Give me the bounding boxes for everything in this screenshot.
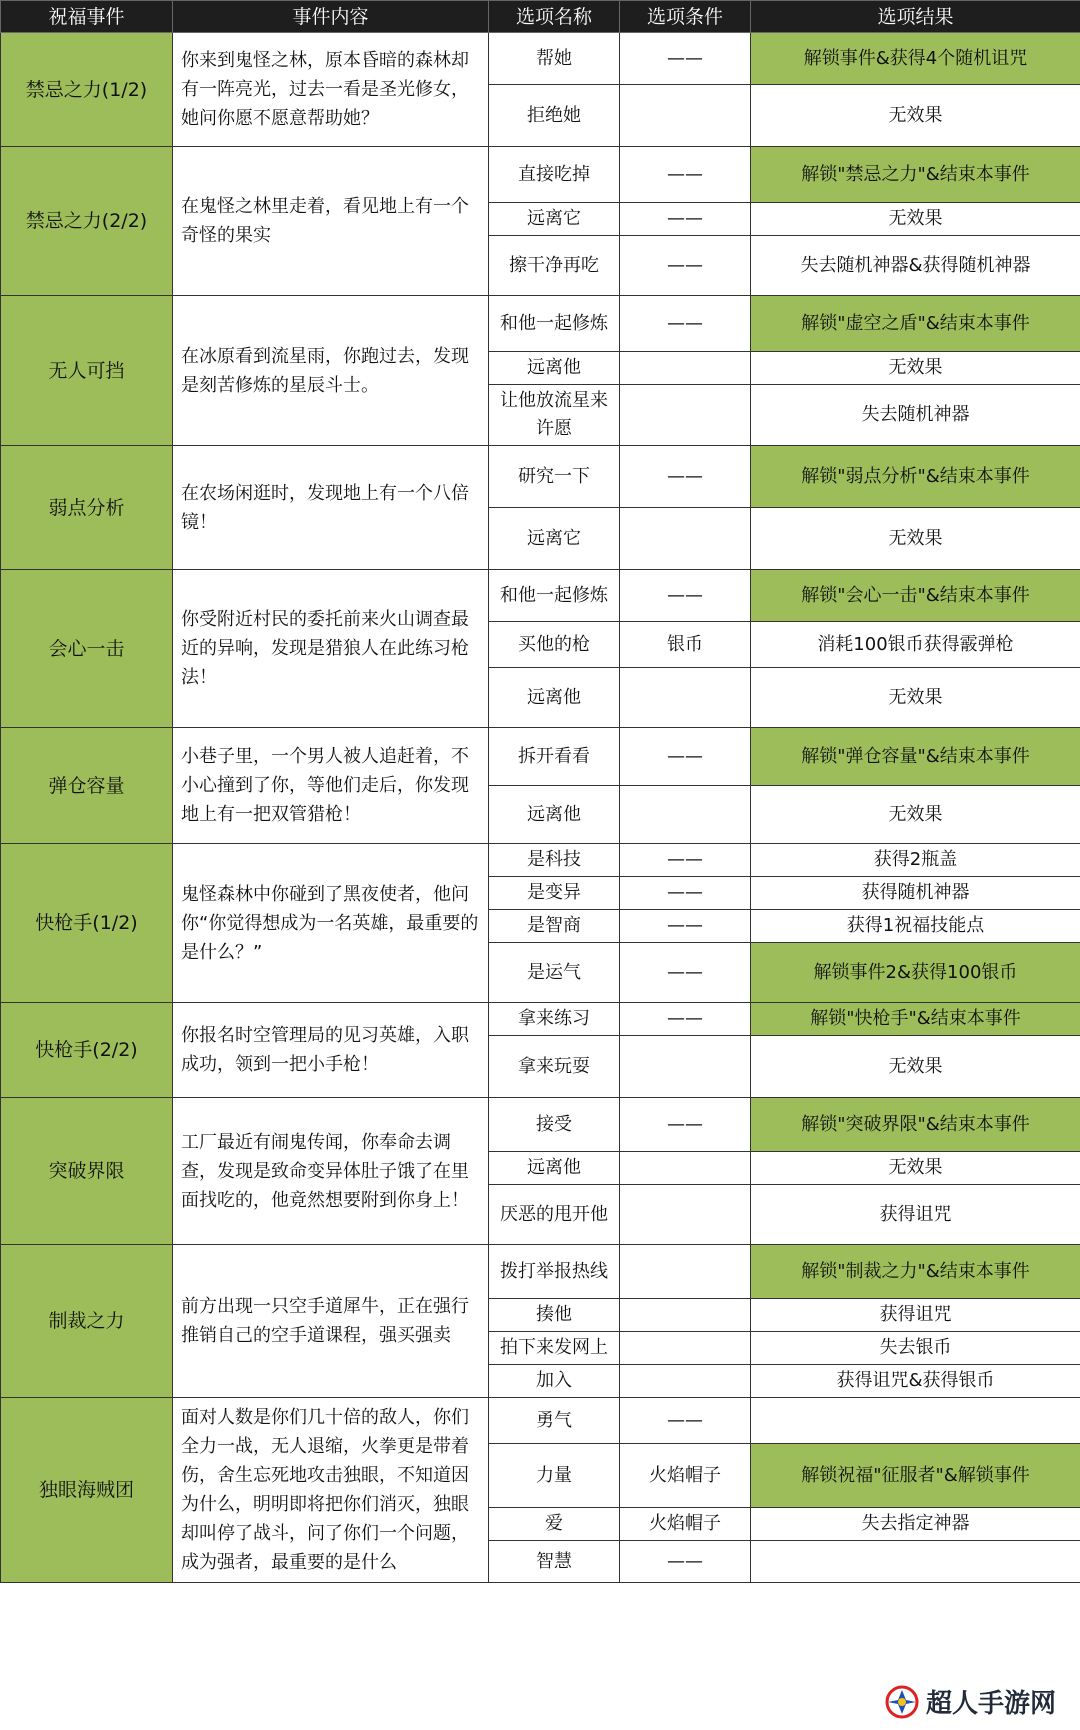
option-result-cell: 解锁"弱点分析"&结束本事件 xyxy=(751,446,1080,508)
watermark-text: 超人手游网 xyxy=(925,1689,1056,1719)
table-row xyxy=(1,1245,1080,1299)
table-row xyxy=(1,296,1080,352)
event-name-cell: 弹仓容量 xyxy=(1,728,173,844)
option-result-cell: 解锁"突破界限"&结束本事件 xyxy=(751,1098,1080,1152)
option-result-cell: 解锁"制裁之力"&结束本事件 xyxy=(751,1245,1080,1299)
event-name-cell: 快枪手(2/2) xyxy=(1,1003,173,1098)
option-condition-cell: —— xyxy=(620,296,751,352)
option-name-cell: 是智商 xyxy=(489,910,620,943)
option-condition-cell xyxy=(620,1036,751,1098)
option-name-cell: 拿来玩耍 xyxy=(489,1036,620,1098)
option-result-cell: 解锁"快枪手"&结束本事件 xyxy=(751,1003,1080,1036)
table-row xyxy=(1,147,1080,203)
option-condition-cell: —— xyxy=(620,844,751,877)
option-name-cell: 拒绝她 xyxy=(489,85,620,147)
option-condition-cell: —— xyxy=(620,570,751,622)
site-watermark xyxy=(878,1681,1062,1722)
option-result-cell: 无效果 xyxy=(751,668,1080,728)
option-result-cell: 失去银币 xyxy=(751,1332,1080,1365)
option-condition-cell: —— xyxy=(620,728,751,786)
option-name-cell: 是变异 xyxy=(489,877,620,910)
option-condition-cell: —— xyxy=(620,1541,751,1583)
option-name-cell: 勇气 xyxy=(489,1398,620,1444)
event-name-cell: 弱点分析 xyxy=(1,446,173,570)
option-condition-cell: —— xyxy=(620,446,751,508)
table-row xyxy=(1,844,1080,877)
table-row xyxy=(1,1003,1080,1036)
option-condition-cell: —— xyxy=(620,1098,751,1152)
option-condition-cell xyxy=(620,85,751,147)
option-condition-cell xyxy=(620,385,751,446)
option-condition-cell: —— xyxy=(620,1003,751,1036)
option-name-cell: 拿来练习 xyxy=(489,1003,620,1036)
option-result-cell: 获得2瓶盖 xyxy=(751,844,1080,877)
option-name-cell: 远离他 xyxy=(489,1152,620,1185)
option-condition-cell: —— xyxy=(620,236,751,296)
option-name-cell: 远离它 xyxy=(489,203,620,236)
option-condition-cell xyxy=(620,352,751,385)
option-name-cell: 让他放流星来许愿 xyxy=(489,385,620,446)
option-name-cell: 爱 xyxy=(489,1508,620,1541)
option-result-cell: 无效果 xyxy=(751,508,1080,570)
option-condition-cell xyxy=(620,1299,751,1332)
option-result-cell: 解锁事件&获得4个随机诅咒 xyxy=(751,33,1080,85)
option-result-cell: 无效果 xyxy=(751,1152,1080,1185)
option-condition-cell xyxy=(620,1245,751,1299)
header-option-name: 选项名称 xyxy=(489,1,620,33)
option-name-cell: 帮她 xyxy=(489,33,620,85)
table-row xyxy=(1,1398,1080,1444)
option-name-cell: 拍下来发网上 xyxy=(489,1332,620,1365)
table-row xyxy=(1,728,1080,786)
option-condition-cell: —— xyxy=(620,203,751,236)
option-condition-cell: —— xyxy=(620,147,751,203)
table-row xyxy=(1,570,1080,622)
header-option-result: 选项结果 xyxy=(751,1,1080,33)
option-condition-cell: —— xyxy=(620,33,751,85)
event-description-cell: 你受附近村民的委托前来火山调查最近的异响，发现是猎狼人在此练习枪法！ xyxy=(173,570,489,728)
option-result-cell: 解锁"禁忌之力"&结束本事件 xyxy=(751,147,1080,203)
event-name-cell: 会心一击 xyxy=(1,570,173,728)
event-name-cell: 禁忌之力(1/2) xyxy=(1,33,173,147)
option-name-cell: 远离它 xyxy=(489,508,620,570)
event-description-cell: 在鬼怪之林里走着，看见地上有一个奇怪的果实 xyxy=(173,147,489,296)
option-result-cell: 解锁"虚空之盾"&结束本事件 xyxy=(751,296,1080,352)
option-result-cell: 失去随机神器 xyxy=(751,385,1080,446)
event-description-cell: 你报名时空管理局的见习英雄，入职成功，领到一把小手枪！ xyxy=(173,1003,489,1098)
option-name-cell: 拨打举报热线 xyxy=(489,1245,620,1299)
option-condition-cell xyxy=(620,1152,751,1185)
option-name-cell: 是运气 xyxy=(489,943,620,1003)
option-result-cell: 获得1祝福技能点 xyxy=(751,910,1080,943)
option-name-cell: 研究一下 xyxy=(489,446,620,508)
option-name-cell: 力量 xyxy=(489,1444,620,1508)
option-name-cell: 买他的枪 xyxy=(489,622,620,668)
event-description-cell: 在冰原看到流星雨，你跑过去，发现是刻苦修炼的星辰斗士。 xyxy=(173,296,489,446)
option-result-cell: 无效果 xyxy=(751,85,1080,147)
event-name-cell: 独眼海贼团 xyxy=(1,1398,173,1583)
option-result-cell: 获得诅咒 xyxy=(751,1299,1080,1332)
table-header-row xyxy=(1,1,1080,33)
table-row xyxy=(1,33,1080,85)
table-body xyxy=(1,33,1080,1583)
option-condition-cell xyxy=(620,1185,751,1245)
option-name-cell: 揍他 xyxy=(489,1299,620,1332)
option-name-cell: 直接吃掉 xyxy=(489,147,620,203)
event-description-cell: 面对人数是你们几十倍的敌人，你们全力一战，无人退缩，火拳更是带着伤，舍生忘死地攻击独眼，不知道因为什么，明明即将把你们消灭，独眼却叫停了战斗，问了你们一个问题，成为强者，最重要的是什么 xyxy=(173,1398,489,1583)
option-result-cell: 解锁"会心一击"&结束本事件 xyxy=(751,570,1080,622)
option-result-cell: 无效果 xyxy=(751,352,1080,385)
event-description-cell: 你来到鬼怪之林，原本昏暗的森林却有一阵亮光，过去一看是圣光修女，她问你愿不愿意帮助她？ xyxy=(173,33,489,147)
event-name-cell: 无人可挡 xyxy=(1,296,173,446)
option-condition-cell: —— xyxy=(620,1398,751,1444)
option-result-cell: 获得诅咒 xyxy=(751,1185,1080,1245)
header-blessing-event: 祝福事件 xyxy=(1,1,173,33)
option-result-cell: 无效果 xyxy=(751,786,1080,844)
option-condition-cell: 火焰帽子 xyxy=(620,1508,751,1541)
option-result-cell xyxy=(751,1398,1080,1444)
option-name-cell: 和他一起修炼 xyxy=(489,570,620,622)
option-condition-cell xyxy=(620,1365,751,1398)
option-result-cell: 无效果 xyxy=(751,203,1080,236)
option-result-cell: 获得随机神器 xyxy=(751,877,1080,910)
event-description-cell: 在农场闲逛时，发现地上有一个八倍镜！ xyxy=(173,446,489,570)
event-description-cell: 前方出现一只空手道犀牛，正在强行推销自己的空手道课程，强买强卖 xyxy=(173,1245,489,1398)
option-result-cell: 解锁事件2&获得100银币 xyxy=(751,943,1080,1003)
option-result-cell: 失去指定神器 xyxy=(751,1508,1080,1541)
option-name-cell: 接受 xyxy=(489,1098,620,1152)
option-condition-cell: —— xyxy=(620,910,751,943)
option-condition-cell xyxy=(620,786,751,844)
event-description-cell: 鬼怪森林中你碰到了黑夜使者，他问你“你觉得想成为一名英雄，最重要的是什么？” xyxy=(173,844,489,1003)
option-name-cell: 智慧 xyxy=(489,1541,620,1583)
option-result-cell: 解锁祝福"征服者"&解锁事件 xyxy=(751,1444,1080,1508)
option-condition-cell: —— xyxy=(620,943,751,1003)
option-result-cell: 获得诅咒&获得银币 xyxy=(751,1365,1080,1398)
event-description-cell: 工厂最近有闹鬼传闻，你奉命去调查，发现是致命变异体肚子饿了在里面找吃的，他竟然想要附到你身上！ xyxy=(173,1098,489,1245)
option-name-cell: 远离他 xyxy=(489,352,620,385)
option-condition-cell xyxy=(620,668,751,728)
header-event-content: 事件内容 xyxy=(173,1,489,33)
superman-logo-icon xyxy=(884,1684,920,1720)
option-condition-cell: 火焰帽子 xyxy=(620,1444,751,1508)
option-result-cell: 解锁"弹仓容量"&结束本事件 xyxy=(751,728,1080,786)
option-result-cell: 无效果 xyxy=(751,1036,1080,1098)
table-row xyxy=(1,1098,1080,1152)
table-row xyxy=(1,446,1080,508)
option-name-cell: 是科技 xyxy=(489,844,620,877)
event-name-cell: 突破界限 xyxy=(1,1098,173,1245)
option-condition-cell: 银币 xyxy=(620,622,751,668)
event-name-cell: 禁忌之力(2/2) xyxy=(1,147,173,296)
option-name-cell: 拆开看看 xyxy=(489,728,620,786)
option-result-cell xyxy=(751,1541,1080,1583)
option-name-cell: 擦干净再吃 xyxy=(489,236,620,296)
option-result-cell: 失去随机神器&获得随机神器 xyxy=(751,236,1080,296)
option-result-cell: 消耗100银币获得霰弹枪 xyxy=(751,622,1080,668)
option-name-cell: 加入 xyxy=(489,1365,620,1398)
option-name-cell: 远离他 xyxy=(489,668,620,728)
option-condition-cell: —— xyxy=(620,877,751,910)
option-name-cell: 远离他 xyxy=(489,786,620,844)
event-name-cell: 快枪手(1/2) xyxy=(1,844,173,1003)
header-option-condition: 选项条件 xyxy=(620,1,751,33)
event-name-cell: 制裁之力 xyxy=(1,1245,173,1398)
option-name-cell: 和他一起修炼 xyxy=(489,296,620,352)
option-condition-cell xyxy=(620,508,751,570)
option-name-cell: 厌恶的甩开他 xyxy=(489,1185,620,1245)
event-description-cell: 小巷子里，一个男人被人追赶着，不小心撞到了你，等他们走后，你发现地上有一把双管猎枪！ xyxy=(173,728,489,844)
option-condition-cell xyxy=(620,1332,751,1365)
